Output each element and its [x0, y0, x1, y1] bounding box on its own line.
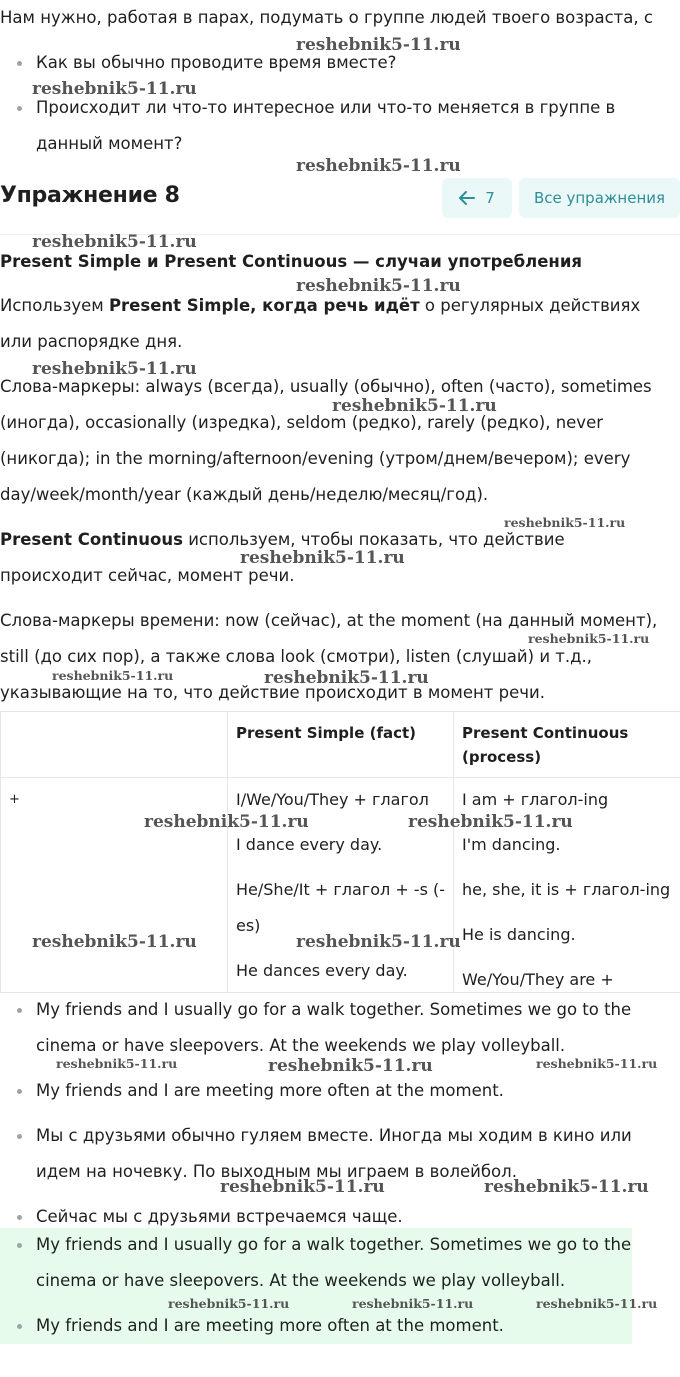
previous-exercise-button[interactable]	[442, 178, 512, 218]
watermark: reshebnik5-11.ru	[32, 232, 197, 252]
watermark: reshebnik5-11.ru	[296, 156, 461, 176]
arrow-left-icon	[459, 191, 475, 205]
simple-usage-bold: Present Simple, когда речь идёт	[108, 296, 420, 315]
theory-heading: Present Simple и Present Continuous — случаи употребления	[0, 252, 582, 271]
highlighted-answer-list	[0, 1227, 632, 1344]
watermark: reshebnik5-11.ru	[484, 1177, 649, 1197]
intro-question-list	[0, 45, 680, 162]
table-cell-line: He is dancing.	[462, 925, 576, 944]
watermark: reshebnik5-11.ru	[240, 548, 405, 568]
exercise-header	[0, 178, 680, 218]
table-header-row	[1, 712, 680, 778]
simple-markers-paragraph: Слова-маркеры: always (всегда), usually (обычно), often (часто), sometimes (иногда), occasionally (изредка), seldom (редко), rarely (редко), never (никогда); in the morning/afternoon/evening (утром/днем/вечером); every day/week/month/year (каждый день/неделю/месяц/год).	[0, 377, 652, 504]
watermark: reshebnik5-11.ru	[52, 668, 174, 683]
continuous-usage-rest: используем, чтобы показать, что действие происходит сейчас, момент речи.	[0, 530, 565, 585]
list-item: My friends and I are meeting more often at the moment.	[0, 1073, 636, 1109]
table-cell-line: I'm dancing.	[462, 835, 561, 854]
table-cell-line: He/She/It + глагол + -s (-es)	[236, 880, 445, 935]
simple-usage-prefix: Используем	[0, 296, 109, 315]
watermark: reshebnik5-11.ru	[32, 359, 197, 379]
watermark: reshebnik5-11.ru	[264, 668, 429, 688]
watermark: reshebnik5-11.ru	[536, 1296, 658, 1311]
watermark: reshebnik5-11.ru	[408, 812, 573, 832]
list-item: Сейчас мы с друзьями встречаемся чаще.	[0, 1199, 636, 1235]
table-header-empty	[1, 712, 228, 778]
watermark: reshebnik5-11.ru	[296, 276, 461, 296]
list-item: My friends and I usually go for a walk together. Sometimes we go to the cinema or have sleepovers. At the weekends we play volleyball.	[0, 992, 636, 1064]
watermark: reshebnik5-11.ru	[144, 812, 309, 832]
all-exercises-button[interactable]: Все упражнения	[519, 178, 680, 218]
table-cell-line: I/We/You/They + глагол	[236, 790, 429, 809]
continuous-usage-bold: Present Continuous	[0, 530, 183, 549]
watermark: reshebnik5-11.ru	[352, 1296, 474, 1311]
watermark: reshebnik5-11.ru	[296, 932, 461, 952]
watermark: reshebnik5-11.ru	[32, 932, 197, 952]
table-cell-line: I am + глагол-ing	[462, 790, 609, 809]
tense-table	[0, 711, 680, 993]
table-cell-continuous	[454, 778, 680, 993]
watermark: reshebnik5-11.ru	[56, 1056, 178, 1071]
previous-exercise-label: 7	[485, 189, 495, 207]
table-header-simple: Present Simple (fact)	[228, 712, 454, 778]
list-item: Мы с друзьями обычно гуляем вместе. Иногда мы ходим в кино или идем на ночевку. По выходным мы играем в волейбол.	[0, 1118, 636, 1190]
intro-text: Нам нужно, работая в парах, подумать о группе людей твоего возраста, с	[0, 8, 653, 27]
table-header-continuous: Present Continuous (process)	[454, 712, 680, 778]
plus-sign: +	[9, 792, 20, 807]
simple-usage-paragraph	[0, 288, 672, 360]
continuous-usage-paragraph	[0, 522, 650, 594]
watermark: reshebnik5-11.ru	[528, 631, 650, 646]
table-cell-line: he, she, it is + глагол-ing	[462, 880, 671, 899]
table-cell-line: He dances every day.	[236, 961, 408, 980]
watermark: reshebnik5-11.ru	[220, 1177, 385, 1197]
watermark: reshebnik5-11.ru	[296, 35, 461, 55]
watermark: reshebnik5-11.ru	[536, 1056, 658, 1071]
list-item: Происходит ли что-то интересное или что-то меняется в группе в данный момент?	[0, 90, 680, 162]
exercise-title: Упражнение 8	[0, 183, 180, 208]
list-item: My friends and I are meeting more often at the moment.	[0, 1308, 632, 1344]
watermark: reshebnik5-11.ru	[504, 515, 626, 530]
table-cell-simple	[228, 778, 454, 993]
table-cell-line: I dance every day.	[236, 835, 383, 854]
answer-list	[0, 992, 636, 1235]
watermark: reshebnik5-11.ru	[32, 79, 197, 99]
table-row	[1, 778, 680, 993]
watermark: reshebnik5-11.ru	[268, 1056, 433, 1076]
table-row-label	[1, 778, 228, 993]
list-item: Как вы обычно проводите время вместе?	[0, 45, 680, 81]
watermark: reshebnik5-11.ru	[168, 1296, 290, 1311]
divider	[0, 234, 680, 235]
list-item: My friends and I usually go for a walk together. Sometimes we go to the cinema or have sleepovers. At the weekends we play volleyball.	[0, 1227, 632, 1299]
simple-usage-rest: о регулярных действиях или распорядке дня.	[0, 296, 641, 351]
table-cell-line: We/You/They are +	[462, 970, 614, 989]
continuous-markers-paragraph: Слова-маркеры времени: now (сейчас), at the moment (на данный момент), still (до сих пор), а также слова look (смотри), listen (слушай) и т.д., указывающие на то, что действие происходит в момент речи.	[0, 611, 658, 702]
watermark: reshebnik5-11.ru	[332, 396, 497, 416]
